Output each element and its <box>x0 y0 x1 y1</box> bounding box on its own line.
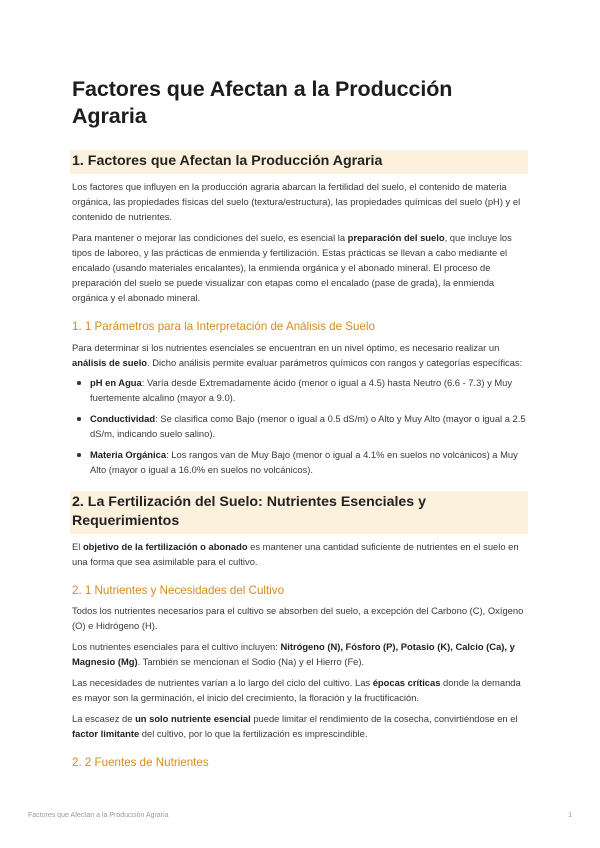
subsection-2-1-heading: 2. 1 Nutrientes y Necesidades del Cultivo <box>72 584 285 597</box>
subsection-1-1-heading: 1. 1 Parámetros para la Interpretación de Análisis de Suelo <box>72 320 375 333</box>
subsection-2-1-paragraph-2: Los nutrientes esenciales para el cultivo incluyen: Nitrógeno (N), Fósforo (P), Potasio (K), Calcio (Ca), y Magnesio (Mg). También se mencionan el Sodio (Na) y el Hierro (Fe). <box>72 641 515 667</box>
list-item: Conductividad: Se clasifica como Bajo (menor o igual a 0.5 dS/m) o Alto y Muy Alto (mayor o igual a 2.5 dS/m, indicando suelo salino). <box>72 411 528 441</box>
document-page <box>72 76 528 770</box>
subsection-2-1-paragraph-4: La escasez de un solo nutriente esencial puede limitar el rendimiento de la cosecha, convirtiéndose en el factor limitante del cultivo, por lo que la fertilización es imprescindible. <box>72 713 518 739</box>
section-1-paragraph-1: Los factores que influyen en la producción agraria abarcan la fertilidad del suelo, el contenido de materia orgánica, las propiedades físicas del suelo (textura/estructura), las propiedades químicas del suelo (pH) y el contenido de nutrientes. <box>72 181 521 222</box>
list-item: Materia Orgánica: Los rangos van de Muy Bajo (menor o igual a 4.1% en suelos no volcánicos) a Muy Alto (mayor o igual a 16.0% en suelos no volcánicos). <box>72 447 528 477</box>
page-number: 1 <box>568 812 572 819</box>
subsection-2-1-paragraph-1: Todos los nutrientes necesarios para el cultivo se absorben del suelo, a excepción del Carbono (C), Oxígeno (O) e Hidrógeno (H). <box>72 605 524 631</box>
section-2-heading: 2. La Fertilización del Suelo: Nutrientes Esenciales y Requerimientos <box>70 491 528 534</box>
page-title: Factores que Afectan a la Producción Agraria <box>72 77 453 128</box>
soil-parameters-list <box>72 375 528 477</box>
subsection-2-2-heading: 2. 2 Fuentes de Nutrientes <box>72 756 209 769</box>
page-footer <box>28 812 572 819</box>
list-item: pH en Agua: Varía desde Extremadamente ácido (menor o igual a 4.5) hasta Neutro (6.6 - 7.3) y Muy fuertemente alcalino (mayor a 9.0). <box>72 375 528 405</box>
section-1-paragraph-2: Para mantener o mejorar las condiciones del suelo, es esencial la preparación del suelo, que incluye los tipos de laboreo, y las prácticas de enmienda y fertilización. Estas prácticas se llevan a cabo mediante el encalado (usando materiales encalantes), la enmienda orgánica y el abonado mineral. El proceso de preparación del suelo se puede visualizar con etapas como el encalado (pase de grada), la enmienda orgánica y el abonado mineral. <box>72 232 512 303</box>
footer-title: Factores que Afectan a la Producción Agraria <box>28 812 169 819</box>
section-1-heading: 1. Factores que Afectan la Producción Agraria <box>70 150 528 174</box>
subsection-1-1-paragraph: Para determinar si los nutrientes esenciales se encuentran en un nivel óptimo, es necesario realizar un análisis de suelo. Dicho análisis permite evaluar parámetros químicos con rangos y categorías específicas: <box>72 342 523 368</box>
subsection-2-1-paragraph-3: Las necesidades de nutrientes varían a lo largo del ciclo del cultivo. Las épocas críticas donde la demanda es mayor son la germinación, el inicio del crecimiento, la floración y la fructificación. <box>72 677 521 703</box>
section-2-paragraph-1: El objetivo de la fertilización o abonado es mantener una cantidad suficiente de nutrientes en el suelo en una forma que sea asimilable para el cultivo. <box>72 541 519 567</box>
